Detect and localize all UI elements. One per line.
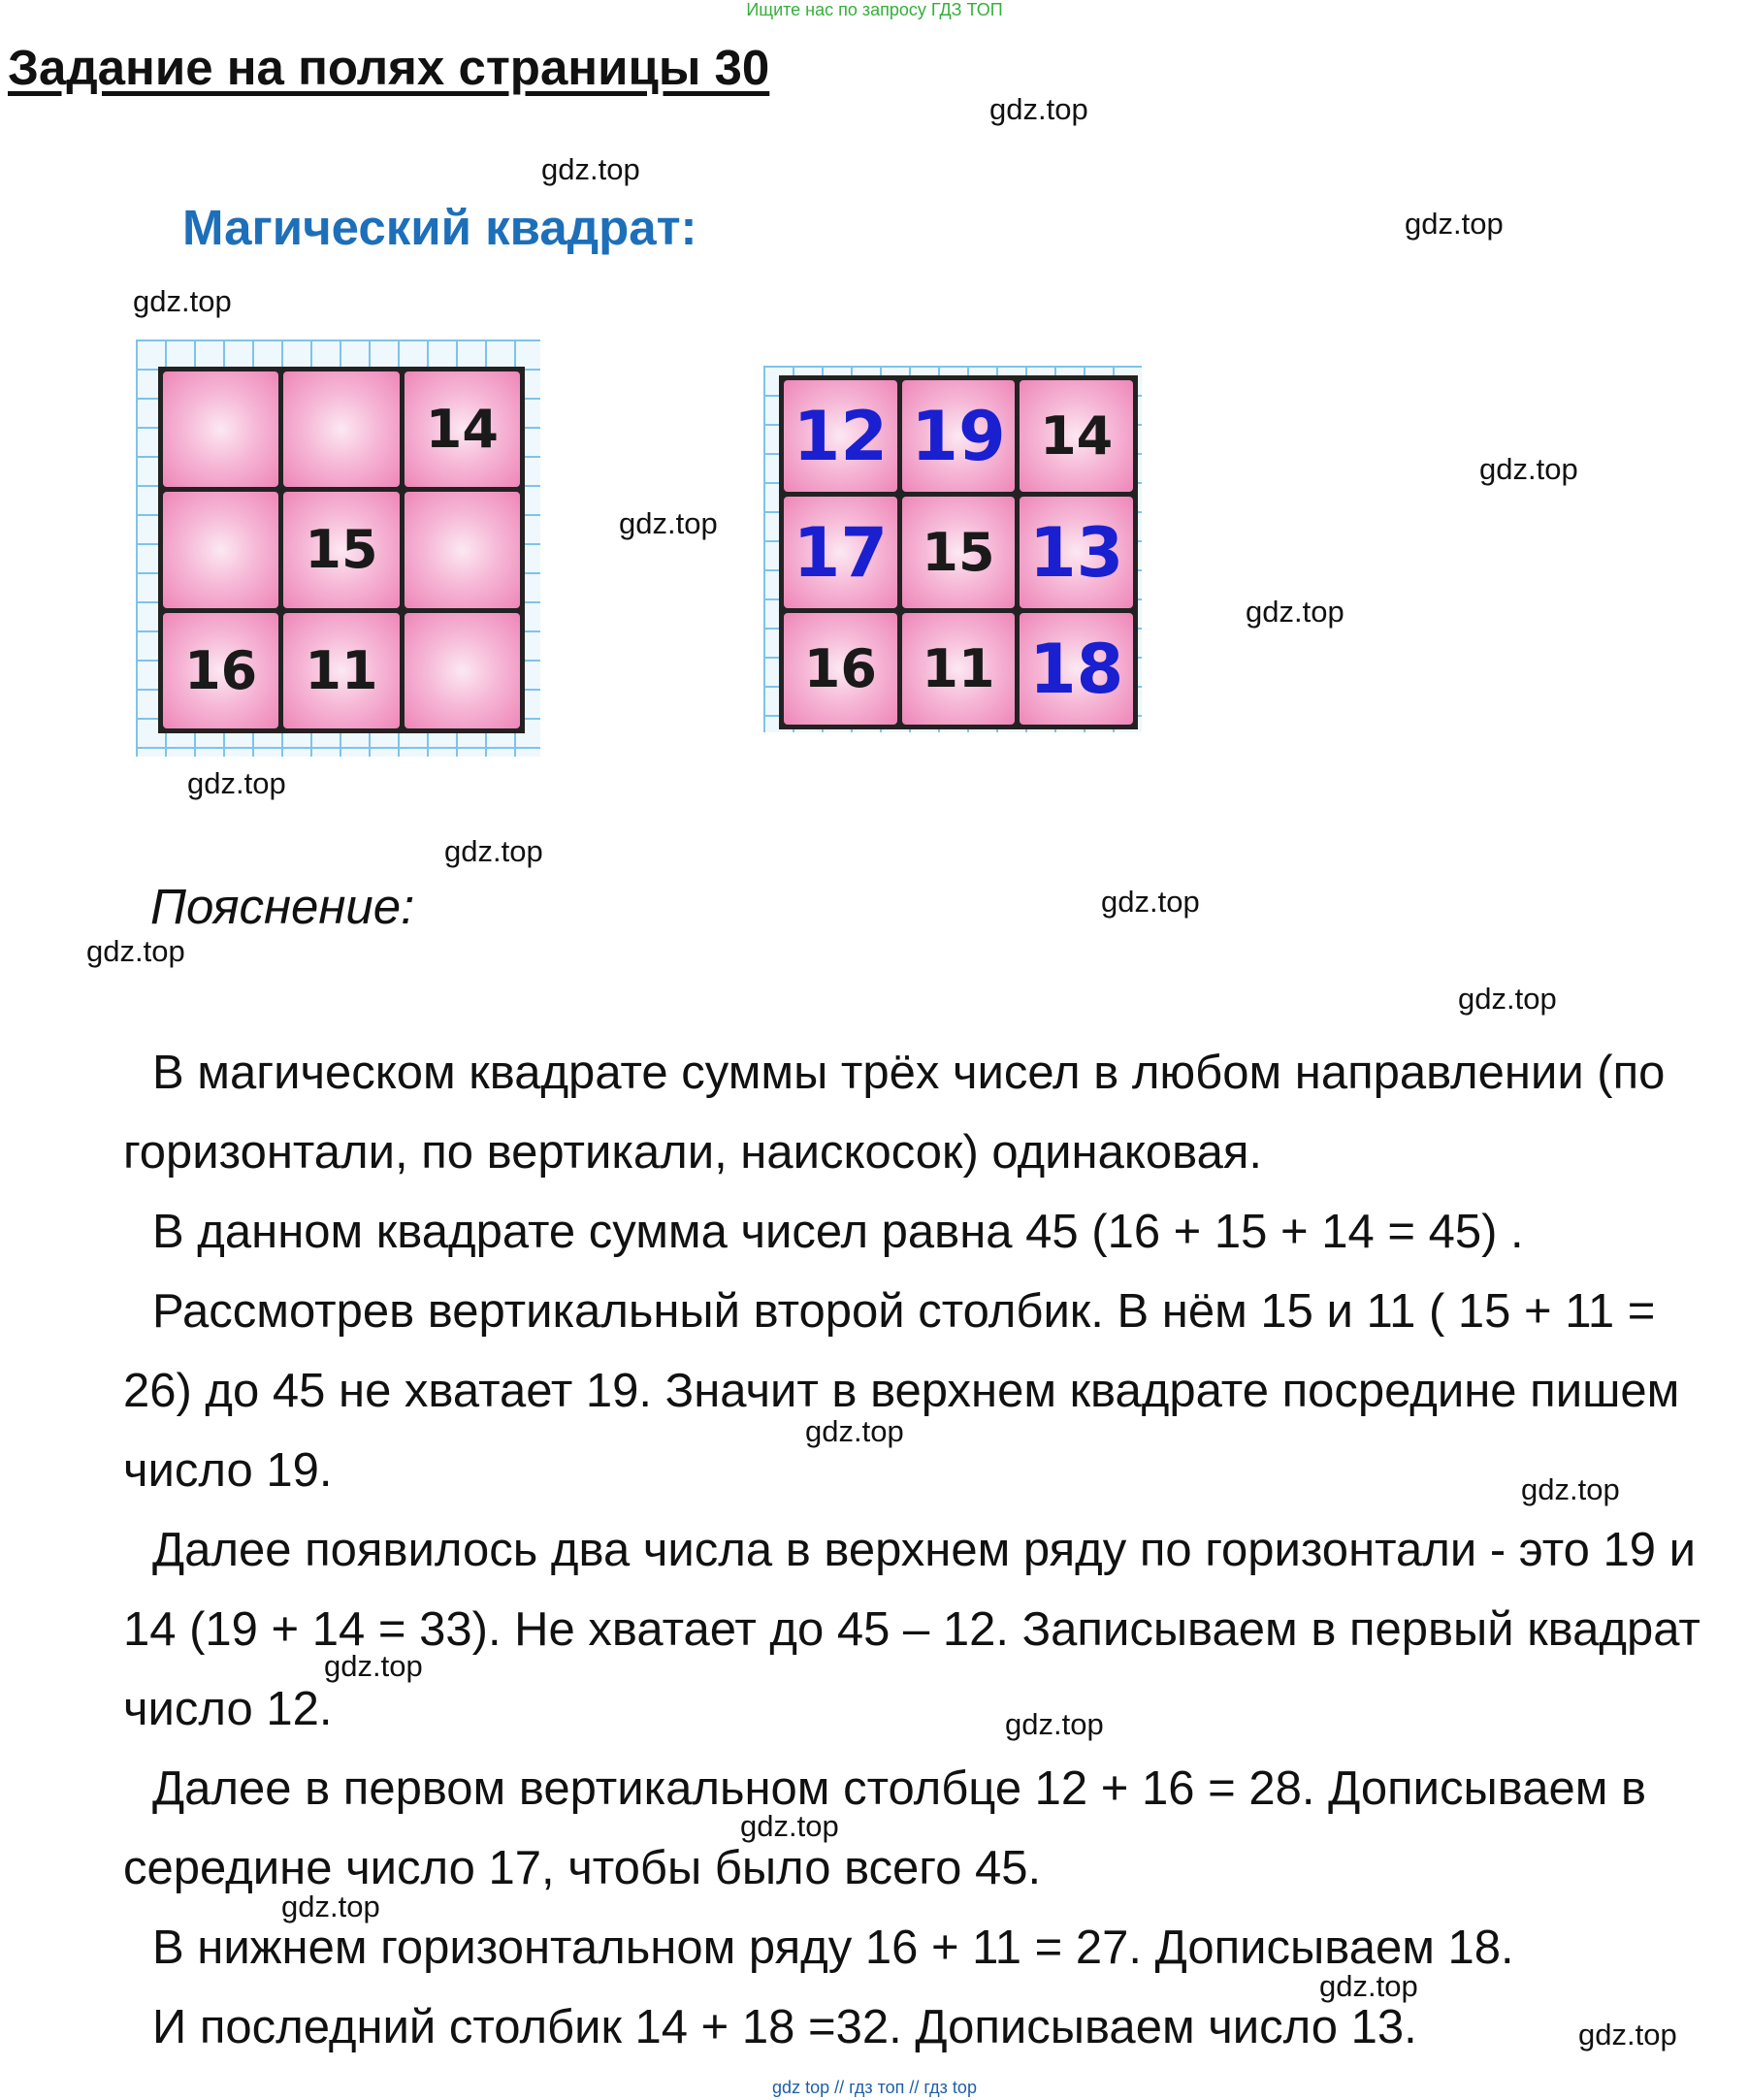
given-cell xyxy=(283,372,399,487)
watermark: gdz.top xyxy=(1405,207,1504,241)
solved-cell: 14 xyxy=(1020,380,1133,492)
footer-text: gdz top // гдз топ // гдз top xyxy=(772,2078,977,2097)
explanation-heading: Пояснение: xyxy=(150,879,415,934)
watermark: gdz.top xyxy=(133,284,232,318)
watermark: gdz.top xyxy=(444,834,543,868)
solved-cell: 17 xyxy=(784,497,897,608)
watermark: gdz.top xyxy=(619,506,718,540)
given-cell xyxy=(163,492,278,607)
watermark: gdz.top xyxy=(1458,982,1557,1016)
paragraph: В данном квадрате сумма чисел равна 45 (16 + 15 + 14 = 45) . xyxy=(152,1206,1524,1258)
solved-cell: 15 xyxy=(902,497,1016,608)
watermark: gdz.top xyxy=(1005,1707,1104,1741)
given-cell xyxy=(405,613,520,728)
solved-cell: 13 xyxy=(1020,497,1133,608)
given-cell xyxy=(405,492,520,607)
watermark: gdz.top xyxy=(740,1809,839,1843)
given-magic-square xyxy=(158,367,525,733)
watermark: gdz.top xyxy=(541,152,640,186)
watermark: gdz.top xyxy=(1578,2018,1677,2052)
paragraph: В нижнем горизонтальном ряду 16 + 11 = 27. Дописываем 18. xyxy=(152,1922,1514,1974)
solved-cell: 19 xyxy=(902,380,1016,492)
given-cell: 16 xyxy=(163,613,278,728)
watermark: gdz.top xyxy=(86,934,185,968)
watermark: gdz.top xyxy=(1319,1969,1418,2003)
paragraph: Далее в первом вертикальном столбце 12 + 16 = 28. Дописываем в середине число 17, чтобы было всего 45. xyxy=(123,1762,1647,1894)
given-cell: 11 xyxy=(283,613,399,728)
promo-text: Ищите нас по запросу ГДЗ ТОП xyxy=(746,0,1003,19)
watermark: gdz.top xyxy=(281,1890,380,1923)
watermark: gdz.top xyxy=(1479,452,1578,486)
paragraph: Рассмотрев вертикальный второй столбик. В нём 15 и 11 ( 15 + 11 = 26) до 45 не хватает 19. Значит в верхнем квадрате посредине пишем число 19. xyxy=(123,1285,1680,1497)
given-cell: 14 xyxy=(405,372,520,487)
solved-cell: 12 xyxy=(784,380,897,492)
solved-cell: 16 xyxy=(784,613,897,725)
watermark: gdz.top xyxy=(187,766,286,800)
section-title: Магический квадрат: xyxy=(182,200,697,255)
watermark: gdz.top xyxy=(1101,885,1200,919)
paragraph: И последний столбик 14 + 18 =32. Дописываем число 13. xyxy=(152,2001,1417,2053)
page-title: Задание на полях страницы 30 xyxy=(8,40,770,95)
watermark: gdz.top xyxy=(1246,595,1344,629)
solved-magic-square xyxy=(779,375,1138,729)
given-cell: 15 xyxy=(283,492,399,607)
paragraph: Далее появилось два числа в верхнем ряду по горизонтали - это 19 и 14 (19 + 14 = 33). Не хватает до 45 – 12. Записываем в первый квадрат число 12. xyxy=(123,1524,1700,1735)
watermark: gdz.top xyxy=(989,92,1088,126)
solved-cell: 11 xyxy=(902,613,1016,725)
watermark: gdz.top xyxy=(805,1414,904,1448)
watermark: gdz.top xyxy=(324,1649,423,1683)
given-cell xyxy=(163,372,278,487)
watermark: gdz.top xyxy=(1521,1472,1620,1506)
paragraph: В магическом квадрате суммы трёх чисел в любом направлении (по горизонтали, по вертикали, наискосок) одинаковая. xyxy=(123,1047,1666,1179)
solved-cell: 18 xyxy=(1020,613,1133,725)
